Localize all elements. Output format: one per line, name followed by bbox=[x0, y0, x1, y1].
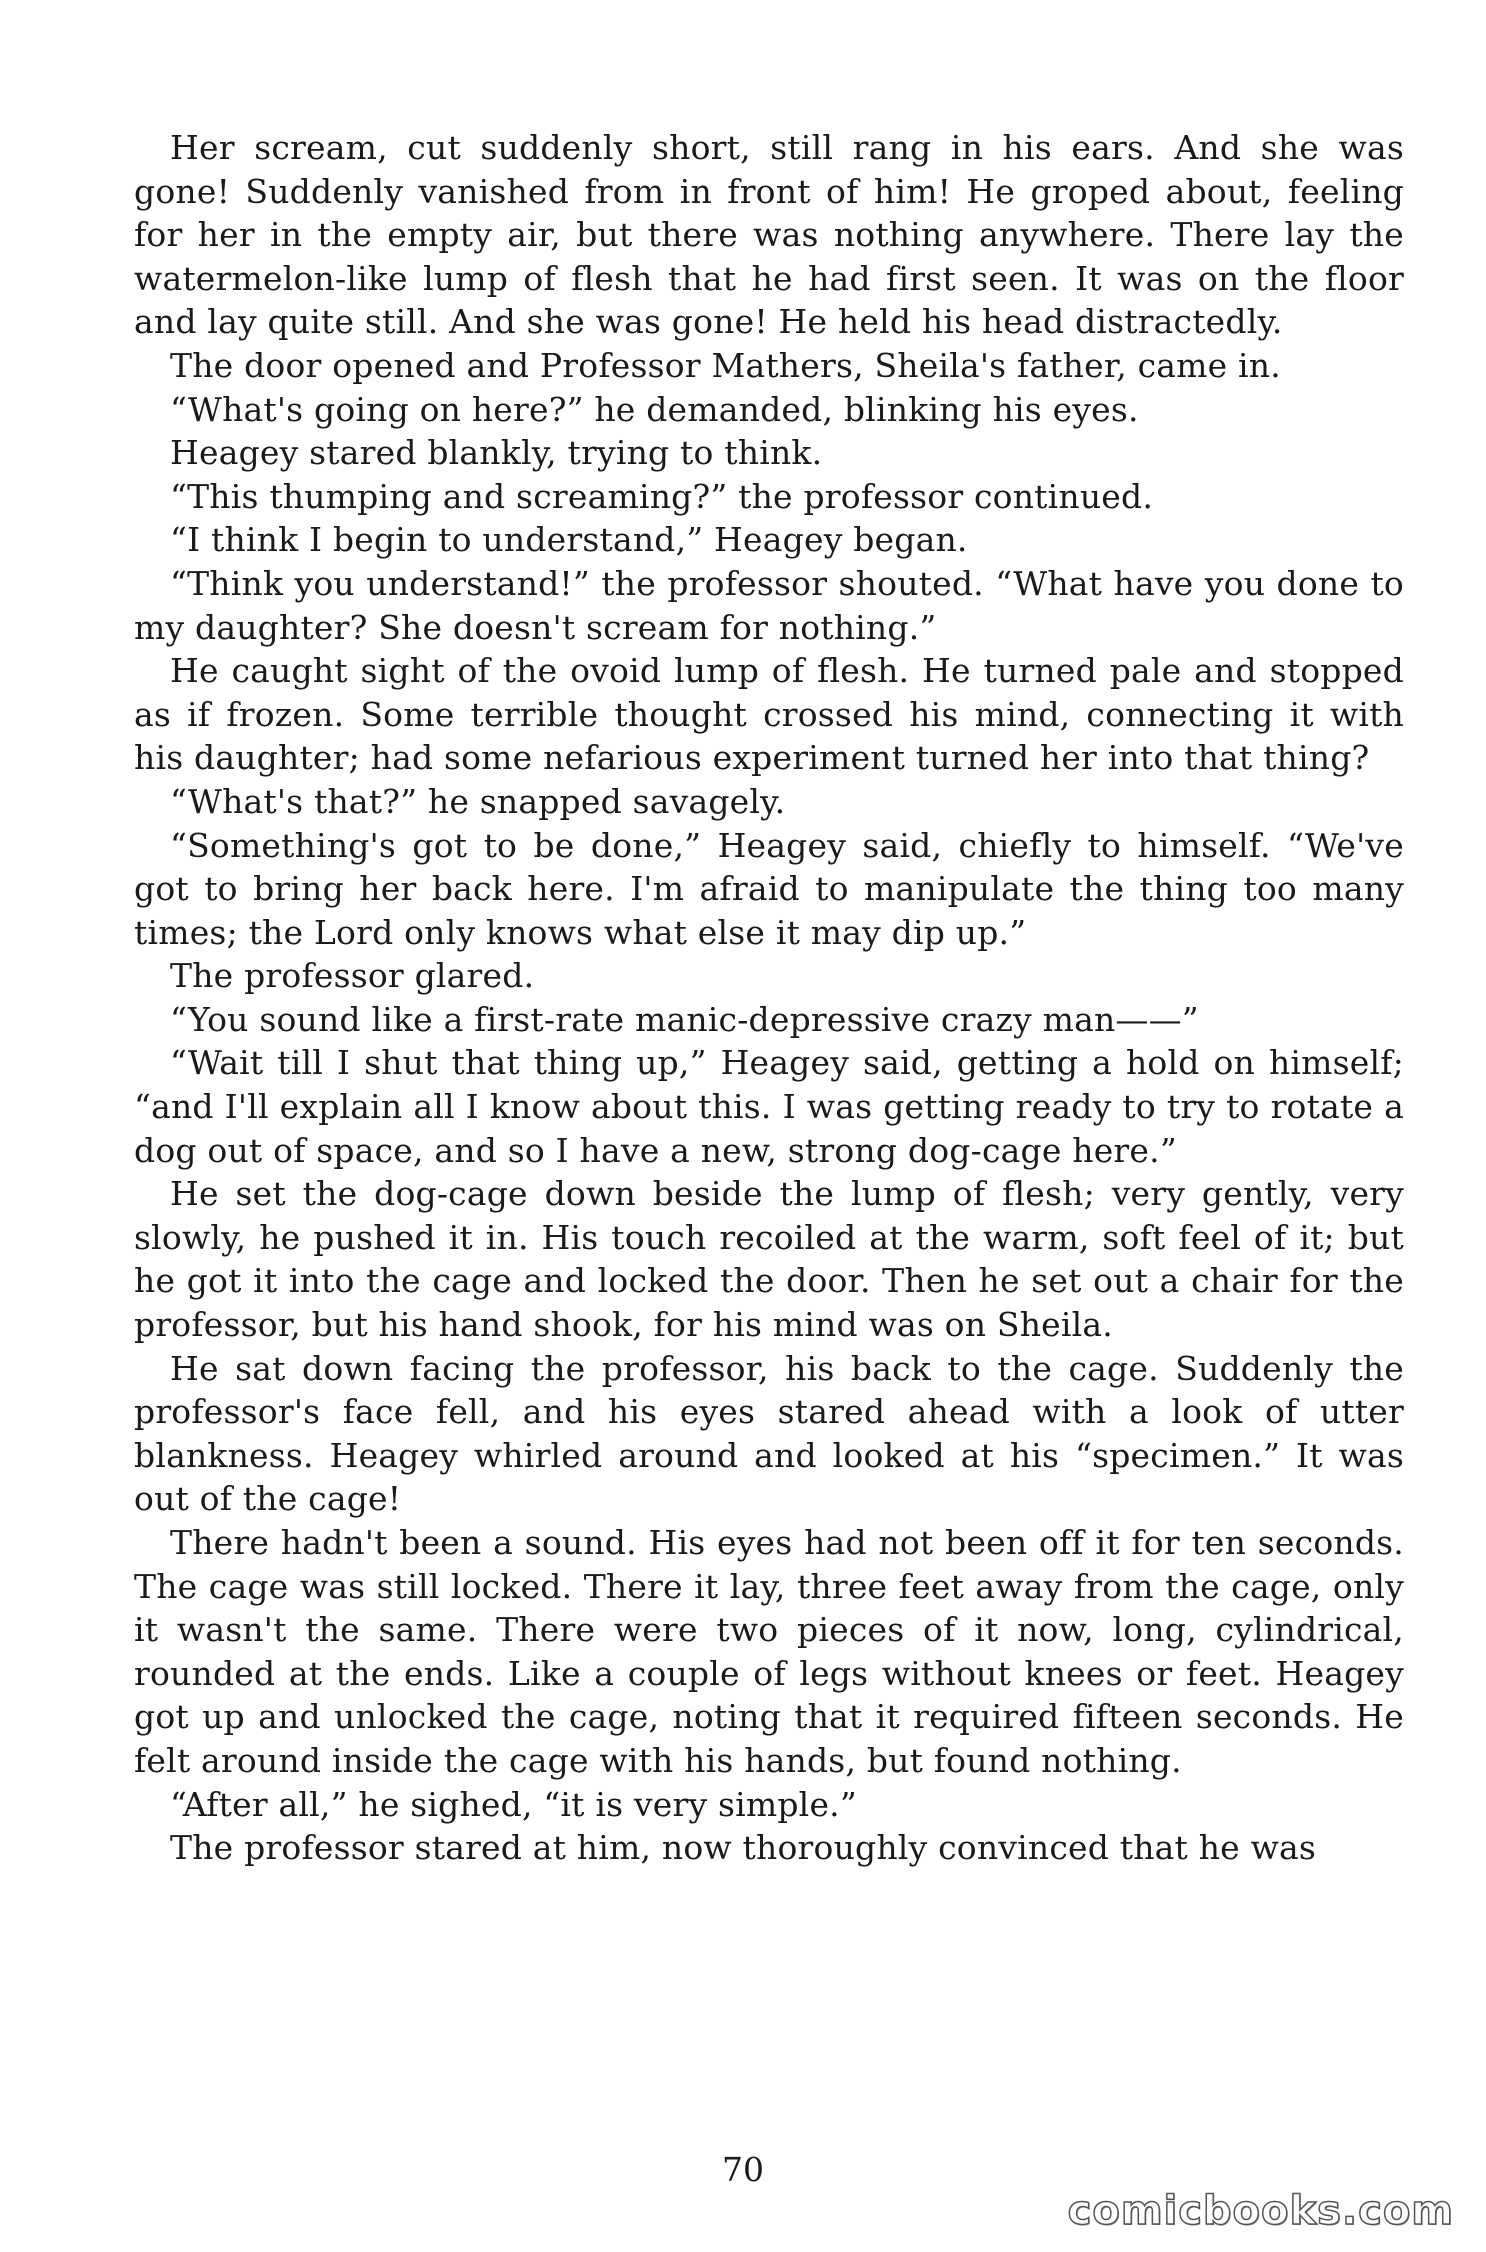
paragraph: Heagey stared blankly, trying to think. bbox=[170, 433, 823, 473]
paragraph: “Think you understand!” the professor shouted. “What have you done to my daughter? She doesn't scream for nothing.” bbox=[134, 563, 1404, 647]
paragraph: “You sound like a first-rate manic-depressive crazy man——” bbox=[170, 999, 1199, 1039]
watermark-logo: comicbooks.com bbox=[1067, 2188, 1454, 2234]
paragraph: “This thumping and screaming?” the professor continued. bbox=[170, 476, 1154, 516]
paragraph: “Something's got to be done,” Heagey said, chiefly to himself. “We've got to bring her back here. I'm afraid to manipulate the thing too many times; the Lord only knows what else it may dip up.” bbox=[134, 825, 1404, 952]
paragraph: The professor stared at him, now thoroughly convinced that he was bbox=[170, 1828, 1317, 1868]
page-number: 70 bbox=[722, 2150, 764, 2189]
paragraph: He caught sight of the ovoid lump of flesh. He turned pale and stopped as if frozen. Some terrible thought crossed his mind, connecting it with his daughter; had some nefarious experiment turned her into that thing? bbox=[134, 651, 1404, 778]
page-body bbox=[134, 126, 1404, 1870]
paragraph: “What's going on here?” he demanded, blinking his eyes. bbox=[170, 389, 1139, 429]
paragraph: “After all,” he sighed, “it is very simple.” bbox=[170, 1784, 857, 1824]
paragraph: “Wait till I shut that thing up,” Heagey said, getting a hold on himself; “and I'll explain all I know about this. I was getting ready to try to rotate a dog out of space, and so I have a new, strong dog-cage here.” bbox=[134, 1043, 1404, 1170]
paragraph: “I think I begin to understand,” Heagey began. bbox=[170, 520, 968, 560]
paragraph: He sat down facing the professor, his back to the cage. Suddenly the professor's face fell, and his eyes stared ahead with a look of utter blankness. Heagey whirled around and looked at his “specimen.” It was out of the cage! bbox=[134, 1348, 1404, 1519]
paragraph: The professor glared. bbox=[170, 956, 535, 996]
paragraph: “What's that?” he snapped savagely. bbox=[170, 781, 786, 821]
paragraph: The door opened and Professor Mathers, Sheila's father, came in. bbox=[170, 345, 1281, 385]
paragraph: There hadn't been a sound. His eyes had not been off it for ten seconds. The cage was still locked. There it lay, three feet away from the cage, only it wasn't the same. There were two pieces of it now, long, cylindrical, rounded at the ends. Like a couple of legs without knees or feet. Heagey got up and unlocked the cage, noting that it required fifteen seconds. He felt around inside the cage with his hands, but found nothing. bbox=[134, 1523, 1404, 1780]
paragraph: He set the dog-cage down beside the lump of flesh; very gently, very slowly, he pushed it in. His touch recoiled at the warm, soft feel of it; but he got it into the cage and locked the door. Then he set out a chair for the professor, but his hand shook, for his mind was on Sheila. bbox=[134, 1174, 1404, 1345]
paragraph: Her scream, cut suddenly short, still rang in his ears. And she was gone! Suddenly vanished from in front of him! He groped about, feeling for her in the empty air, but there was nothing anywhere. There lay the watermelon-like lump of flesh that he had first seen. It was on the floor and lay quite still. And she was gone! He held his head distractedly. bbox=[134, 128, 1404, 342]
